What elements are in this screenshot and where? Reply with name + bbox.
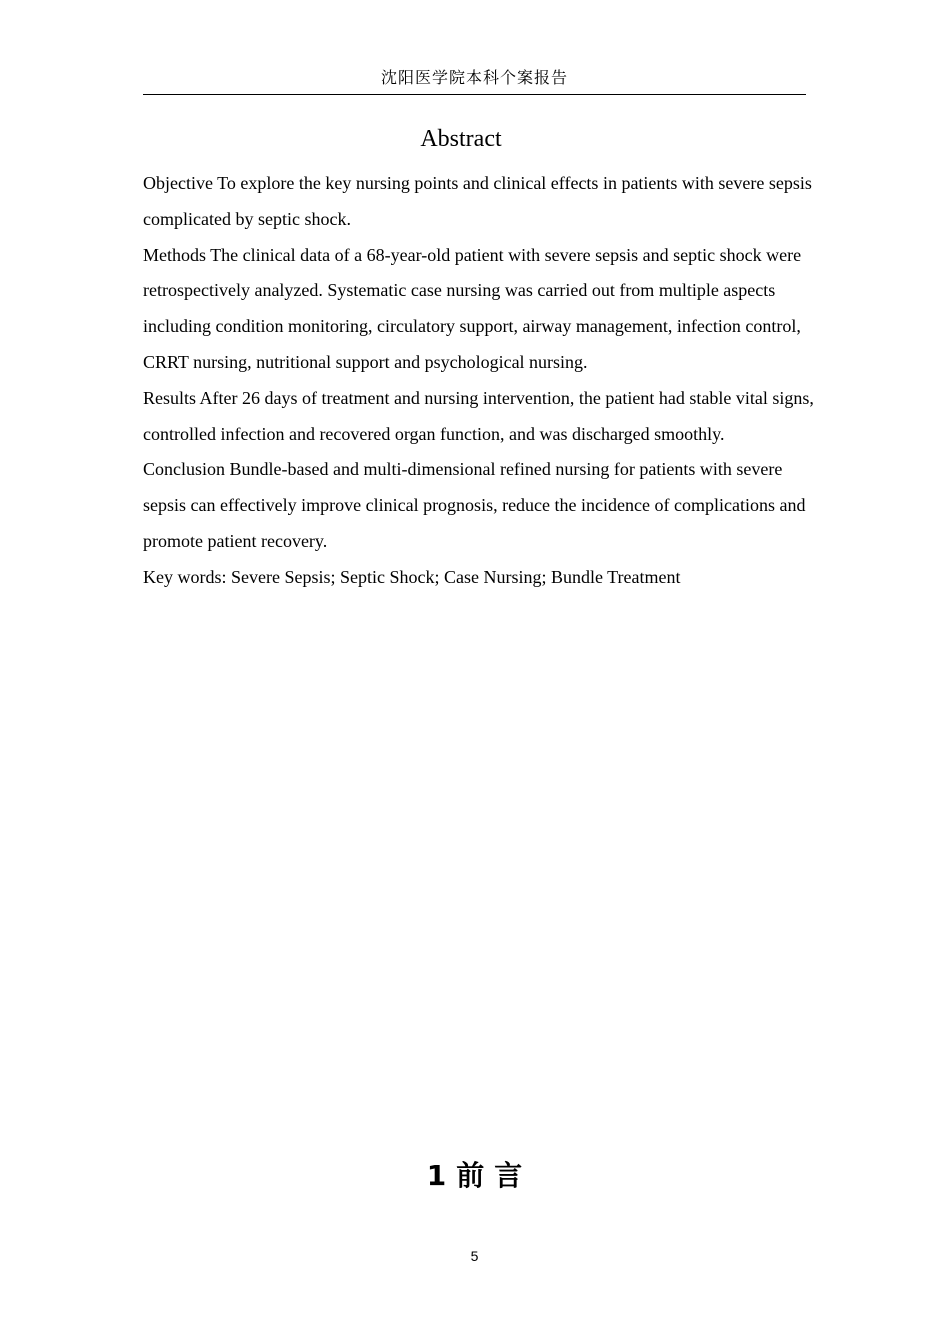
header-rule — [143, 94, 806, 95]
abstract-body — [143, 166, 815, 596]
page-number: 5 — [470, 1248, 479, 1264]
section-heading — [143, 1156, 806, 1196]
section-number: 1 — [426, 1159, 447, 1192]
section-title-char-2: 言 — [494, 1159, 523, 1192]
running-header: 沈阳医学院本科个案报告 — [380, 68, 568, 87]
abstract-title: Abstract — [420, 126, 502, 152]
abstract-methods: Methods The clinical data of a 68-year-old patient with severe sepsis and septic shock were retrospectively analyzed. Systematic case nursing was carried out from multiple aspects including condition monitoring, circulatory support, airway management, infection control, CRRT nursing, nutritional support and psychological nursing. — [143, 244, 802, 372]
section-title-char-1: 前 — [456, 1159, 485, 1192]
abstract-results: Results After 26 days of treatment and nursing intervention, the patient had stable vital signs, controlled infection and recovered organ function, and was discharged smoothly. — [143, 387, 814, 444]
abstract-keywords: Key words: Severe Sepsis; Septic Shock; Case Nursing; Bundle Treatment — [143, 566, 681, 587]
abstract-conclusion: Conclusion Bundle-based and multi-dimensional refined nursing for patients with severe sepsis can effectively improve clinical prognosis, reduce the incidence of complications and promote patient recovery. — [143, 459, 806, 551]
abstract-objective: Objective To explore the key nursing points and clinical effects in patients with severe sepsis complicated by septic shock. — [143, 173, 812, 229]
